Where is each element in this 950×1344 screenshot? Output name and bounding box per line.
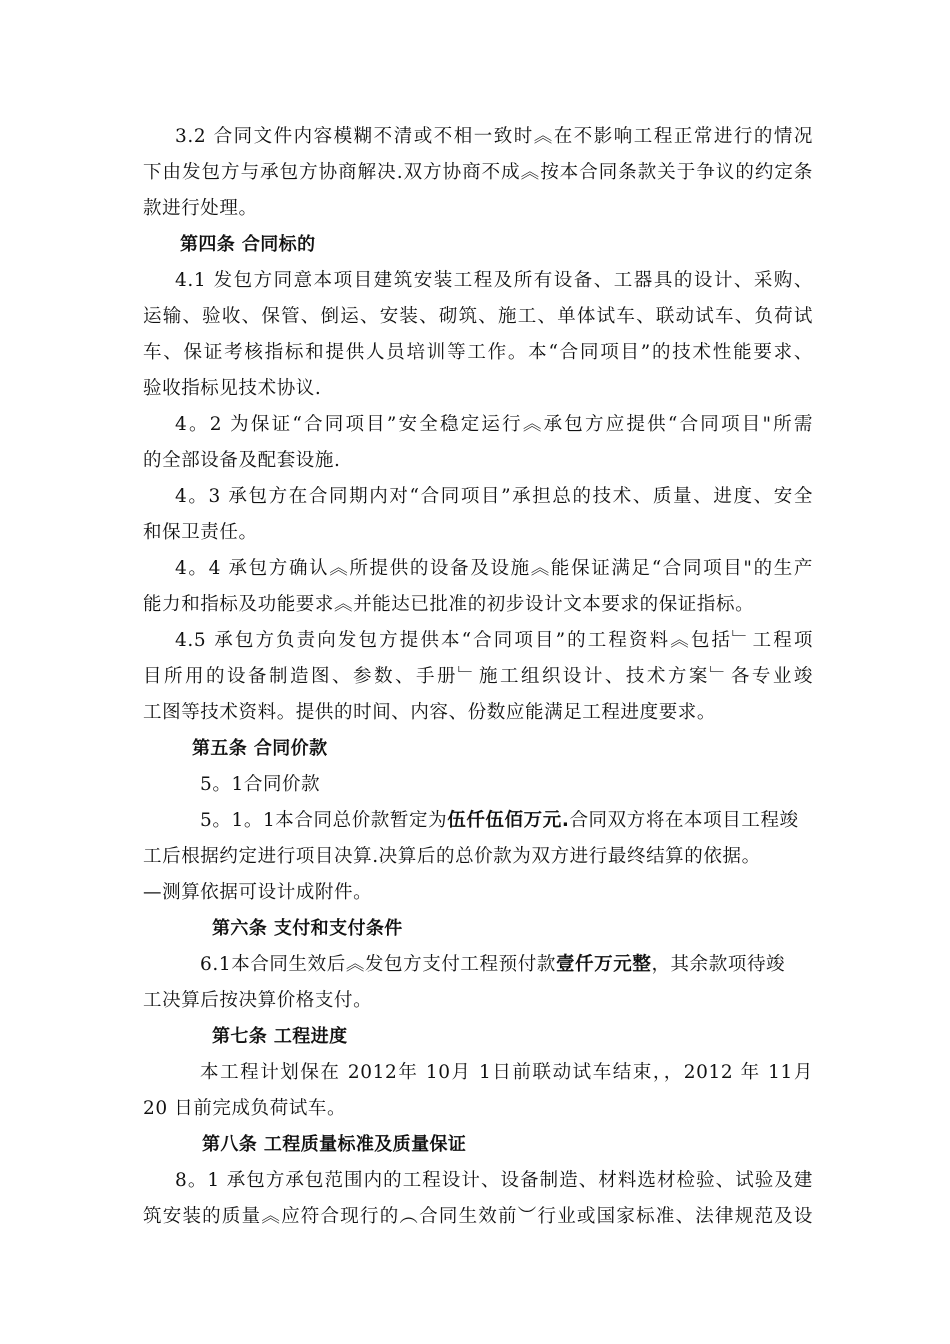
clause-6-1-line-2: 工决算后按决算价格支付。 <box>143 990 373 1011</box>
clause-4-1-line-4: 验收指标见技术协议. <box>143 378 322 399</box>
clause-6-1-prefix: 6.1本合同生效后︽发包方支付工程预付款 <box>200 954 556 975</box>
advance-payment-amount: 壹仟万元整 <box>555 954 652 975</box>
clause-6-1-line-1 <box>200 952 813 978</box>
schedule-line-2: 20 日前完成负荷试车。 <box>143 1098 347 1119</box>
clause-4-1-line-2: 运输、验收、保管、倒运、安装、砌筑、施工、单体试车、联动试车、负荷试 <box>143 306 813 327</box>
clause-8-1-line-2: 筑安装的质量︽应符合现行的︵合同生效前︶行业或国家标准、法律规范及设 <box>143 1206 813 1227</box>
clause-4-4-line-2: 能力和指标及功能要求︽并能达已批准的初步设计文本要求的保证指标。 <box>143 594 755 615</box>
clause-5-1-1-prefix: 5。1。1本合同总价款暂定为 <box>200 810 448 831</box>
clause-4-3-line-1: 4。3 承包方在合同期内对“合同项目”承担总的技术、质量、进度、安全 <box>175 486 813 507</box>
clause-4-1-line-1: 4.1 发包方同意本项目建筑安装工程及所有设备、工器具的设计、采购、 <box>175 270 813 291</box>
article-5-heading: 第五条 合同价款 <box>192 738 328 759</box>
clause-6-1-suffix: ，其余款项待竣 <box>651 954 786 975</box>
clause-4-1-line-3: 车、保证考核指标和提供人员培训等工作。本“合同项目”的技术性能要求、 <box>143 342 813 363</box>
clause-5-1-1-line-2: 工后根据约定进行项目决算.决算后的总价款为双方进行最终结算的依据。 <box>143 846 761 867</box>
clause-3-2-line-3: 款进行处理。 <box>143 198 258 219</box>
clause-4-2-line-1: 4。2 为保证“合同项目”安全稳定运行︽承包方应提供“合同项目"所需 <box>175 414 813 435</box>
calculation-basis-note: —测算依据可设计成附件。 <box>143 882 373 903</box>
clause-5-1-1-suffix: 合同双方将在本项目工程竣 <box>569 810 799 831</box>
schedule-line-1: 本工程计划保在 2012年 10月 1日前联动试车结束，，2012 年 11月 <box>200 1062 813 1083</box>
clause-4-2-line-2: 的全部设备及配套设施. <box>143 450 341 471</box>
clause-4-5-line-2: 目所用的设备制造图、参数、手册﹂施工组织设计、技术方案﹂各专业竣 <box>143 666 813 687</box>
clause-8-1-line-1: 8。1 承包方承包范围内的工程设计、设备制造、材料选材检验、试验及建 <box>175 1170 813 1191</box>
contract-total-amount: 伍仟伍佰万元. <box>447 810 570 831</box>
article-6-heading: 第六条 支付和支付条件 <box>212 918 403 939</box>
clause-4-4-line-1: 4。4 承包方确认︽所提供的设备及设施︽能保证满足“合同项目"的生产 <box>175 558 813 579</box>
clause-5-1-1-line-1 <box>200 808 813 834</box>
article-8-heading: 第八条 工程质量标准及质量保证 <box>202 1134 467 1155</box>
clause-3-2-line-1: 3.2 合同文件内容模糊不清或不相一致时︽在不影响工程正常进行的情况 <box>175 126 813 147</box>
article-4-heading: 第四条 合同标的 <box>180 234 316 255</box>
clause-4-5-line-3: 工图等技术资料。提供的时间、内容、份数应能满足工程进度要求。 <box>143 702 717 723</box>
clause-5-1: 5。1合同价款 <box>200 774 321 795</box>
clause-3-2-line-2: 下由发包方与承包方协商解决.双方协商不成︽按本合同条款关于争议的约定条 <box>143 162 813 183</box>
clause-4-3-line-2: 和保卫责任。 <box>143 522 258 543</box>
clause-4-5-line-1: 4.5 承包方负责向发包方提供本“合同项目”的工程资料︽包括﹂工程项 <box>175 630 813 651</box>
article-7-heading: 第七条 工程进度 <box>212 1026 348 1047</box>
